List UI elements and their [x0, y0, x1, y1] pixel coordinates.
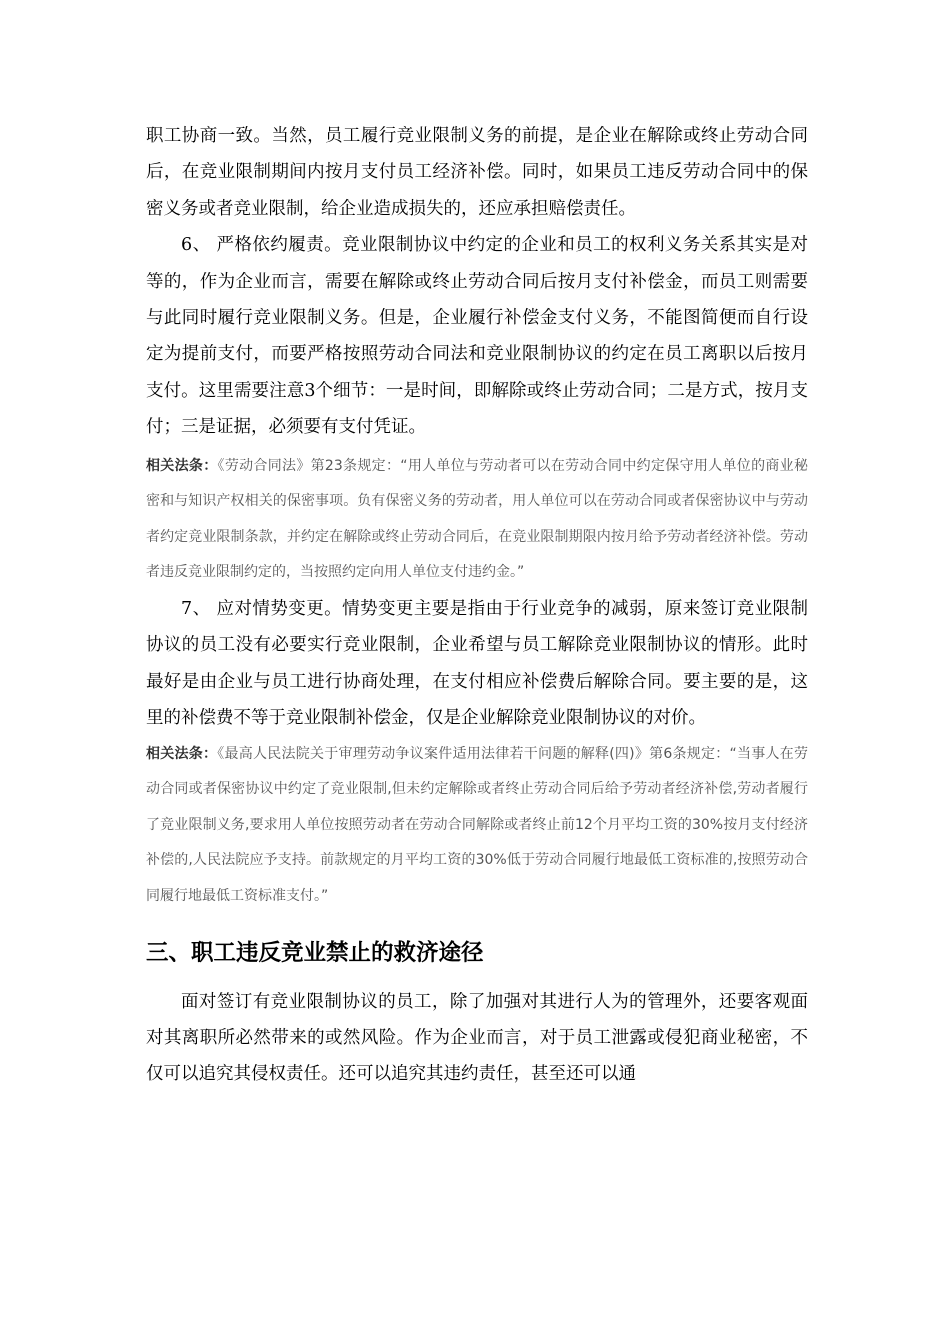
paragraph-section-3-intro: 面对签订有竞业限制协议的员工，除了加强对其进行人为的管理外，还要客观面对其离职所必然带来的或然风险。作为企业而言，对于员工泄露或侵犯商业秘密，不仅可以追究其侵权责任。还可以追究其违约责任，甚至还可以通	[146, 991, 808, 1085]
law-reference-label: 相关法条：	[146, 457, 218, 474]
law-reference-label: 相关法条：	[146, 745, 218, 762]
section-heading: 三、职工违反竞业禁止的救济途径	[146, 939, 484, 966]
law-reference-1	[146, 449, 808, 591]
document-body	[146, 118, 808, 1093]
paragraph-item-6: 6、 严格依约履责。竞业限制协议中约定的企业和员工的权利义务关系其实是对等的，作为企业而言，需要在解除或终止劳动合同后按月支付补偿金，而员工则需要与此同时履行竞业限制义务。但是，企业履行补偿金支付义务，不能图简便而自行设定为提前支付，而要严格按照劳动合同法和竞业限制协议的约定在员工离职以后按月支付。这里需要注意3个细节：一是时间，即解除或终止劳动合同；二是方式，按月支付；三是证据，必须要有支付凭证。	[146, 235, 808, 438]
law-reference-2	[146, 737, 808, 915]
law-reference-text: 《最高人民法院关于审理劳动争议案件适用法律若干问题的解释(四)》第6条规定：“当事人在劳动合同或者保密协议中约定了竞业限制,但未约定解除或者终止劳动合同后给予劳动者经济补偿,劳动者履行了竞业限制义务,要求用人单位按照劳动者在劳动合同解除或者终止前12个月平均工资的30%按月支付经济补偿的,人民法院应予支持。前款规定的月平均工资的30%低于劳动合同履行地最低工资标准的,按照劳动合同履行地最低工资标准支付。”	[146, 745, 808, 905]
paragraph-item-7: 7、 应对情势变更。情势变更主要是指由于行业竞争的减弱，原来签订竞业限制协议的员工没有必要实行竞业限制，企业希望与员工解除竞业限制协议的情形。此时最好是由企业与员工进行协商处理，在支付相应补偿费后解除合同。要主要的是，这里的补偿费不等于竞业限制补偿金，仅是企业解除竞业限制协议的对价。	[146, 599, 808, 729]
paragraph-continuation: 职工协商一致。当然，员工履行竞业限制义务的前提，是企业在解除或终止劳动合同后，在竞业限制期间内按月支付员工经济补偿。同时，如果员工违反劳动合同中的保密义务或者竞业限制，给企业造成损失的，还应承担赔偿责任。	[146, 126, 808, 219]
law-reference-text: 《劳动合同法》第23条规定：“用人单位与劳动者可以在劳动合同中约定保守用人单位的商业秘密和与知识产权相关的保密事项。负有保密义务的劳动者，用人单位可以在劳动合同或者保密协议中与劳动者约定竞业限制条款，并约定在解除或终止劳动合同后，在竞业限制期限内按月给予劳动者经济补偿。劳动者违反竞业限制约定的，当按照约定向用人单位支付违约金。”	[146, 457, 808, 581]
